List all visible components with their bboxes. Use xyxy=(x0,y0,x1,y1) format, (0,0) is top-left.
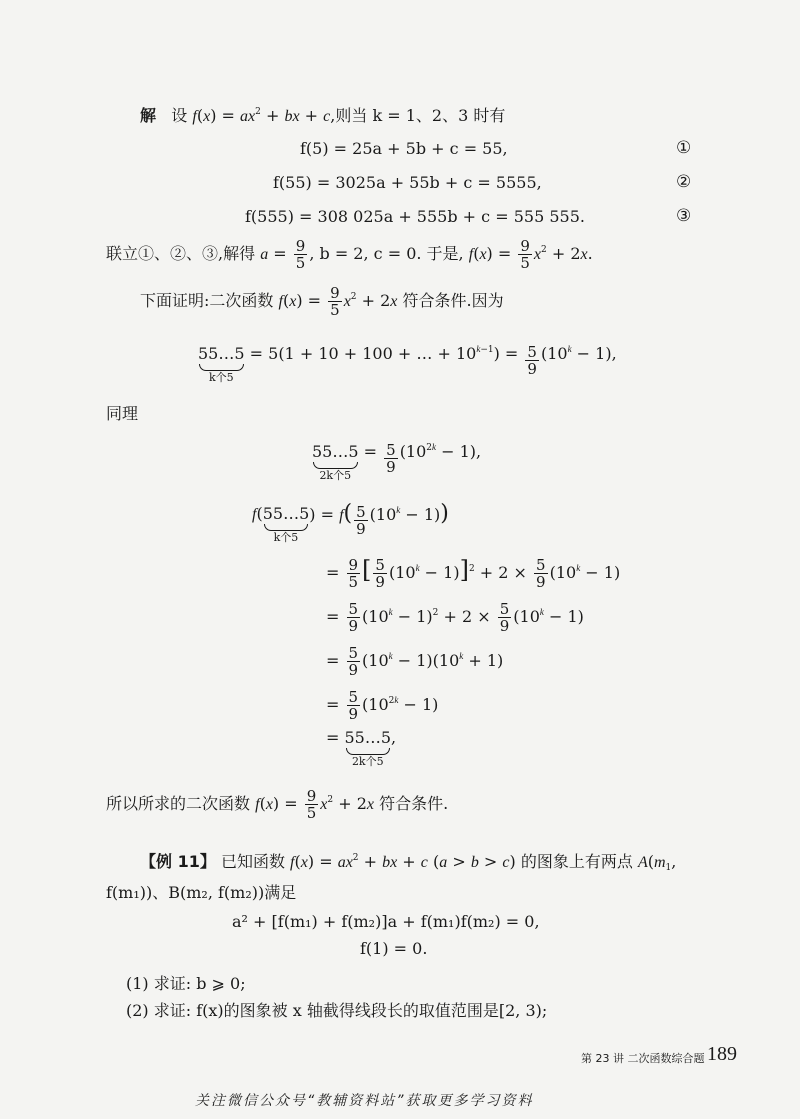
k-fives-brace: 55…5 k个5 xyxy=(198,344,245,384)
example-tag: 【例 11】 xyxy=(140,852,216,871)
equation-3-marker: ③ xyxy=(676,206,692,226)
combine-line: 联立①、②、③,解得 a = $\frac{9}{5}$ , b = 2, c = 0. 于是, f(x) = $\frac{9}{5}$ $x^2 + 2x$. xyxy=(106,237,593,272)
footer-chapter: 第 23 讲 二次函数综合题 xyxy=(581,1052,705,1065)
conclusion-tail: 符合条件. xyxy=(379,794,449,813)
equation-2: f(55) = 3025a + 55b + c = 5555, xyxy=(273,173,542,192)
question-2: (2) 求证: f(x)的图象被 x 轴截得线段长的取值范围是[2, 3); xyxy=(126,1001,548,1020)
example-stmt-2: 的图象上有两点 xyxy=(520,852,633,871)
derivation-step-0: f( 55…5 k个5 ) = f( $\frac{5}{9}$ $(10^k - 1)$) xyxy=(252,501,449,544)
intro-lead: 设 xyxy=(171,106,188,125)
prove-lead: 下面证明:二次函数 xyxy=(140,291,274,310)
equation-1: f(5) = 25a + 5b + c = 55, xyxy=(300,139,508,158)
solution-intro: 解 设 $f(x) = ax^2$ + bx + c,则当 k = 1、2、3 时有 xyxy=(140,106,506,125)
equation-2-marker: ② xyxy=(676,172,692,192)
derivation-step-2: = $\frac{5}{9}$ $(10^k - 1)^2 + 2$ × $\frac{5}{9}$ $(10^k - 1)$ xyxy=(326,600,584,635)
equation-3: f(555) = 308 025a + 555b + c = 555 555. xyxy=(245,207,585,226)
example-stmt-line-2: f(m₁))、B(m₂, f(m₂))满足 xyxy=(106,883,297,902)
derivation-step-5: = 55…5 2k个5 , xyxy=(326,728,397,768)
example-stmt-1: 已知函数 xyxy=(220,852,285,871)
condition-1: a² + [f(m₁) + f(m₂)]a + f(m₁)f(m₂) = 0, xyxy=(232,912,540,931)
combine-mid: , b = 2, c = 0. 于是, xyxy=(309,244,464,263)
conclusion-lead: 所以所求的二次函数 xyxy=(106,794,251,813)
derivation-step-4: = $\frac{5}{9}$ $(10^{2k} - 1)$ xyxy=(326,688,439,723)
prove-tail: 符合条件.因为 xyxy=(402,291,504,310)
equation-1-marker: ① xyxy=(676,138,692,158)
prove-line: 下面证明:二次函数 f(x) = $\frac{9}{5}$ $x^2 + 2x$ 符合条件.因为 xyxy=(140,284,504,319)
watermark: 关注微信公众号“教辅资料站”获取更多学习资料 xyxy=(195,1093,534,1109)
intro-tail: ,则当 xyxy=(330,106,368,125)
solution-label: 解 xyxy=(140,106,157,125)
twok-identity: 55…5 2k个5 = $\frac{5}{9}$ $(10^{2k} - 1)$, xyxy=(312,441,482,482)
fraction-9-5: $\frac{9}{5}$ xyxy=(295,237,306,272)
page-number: 189 xyxy=(707,1043,737,1065)
condition-2: f(1) = 0. xyxy=(360,939,428,958)
sum-identity: 55…5 k个5 = 5(1 + 10 + 100 + … + $10^{k-1}$) = $\frac{5}{9}$ $(10^k - 1)$, xyxy=(198,343,617,384)
similarly-label: 同理 xyxy=(106,404,139,423)
combine-lead: 联立①、②、③,解得 xyxy=(106,244,256,263)
derivation-step-3: = $\frac{5}{9}$ $(10^k - 1)(10^k + 1)$ xyxy=(326,644,504,679)
k-values: k = 1、2、3 时有 xyxy=(372,106,506,125)
question-1: (1) 求证: b ⩾ 0; xyxy=(126,974,246,993)
derivation-step-1: = $\frac{9}{5}$ [ $\frac{5}{9}$ $(10^k - 1)]^2 + 2$ × $\frac{5}{9}$ $(10^k - 1)$ xyxy=(326,556,621,591)
example-statement: 【例 11】 已知函数 $f(x) = ax^2$ + bx + c (a > b > c) 的图象上有两点 $A(m_1$, xyxy=(140,852,677,873)
conclusion-line: 所以所求的二次函数 f(x) = $\frac{9}{5}$ $x^2 + 2x$ 符合条件. xyxy=(106,787,449,822)
